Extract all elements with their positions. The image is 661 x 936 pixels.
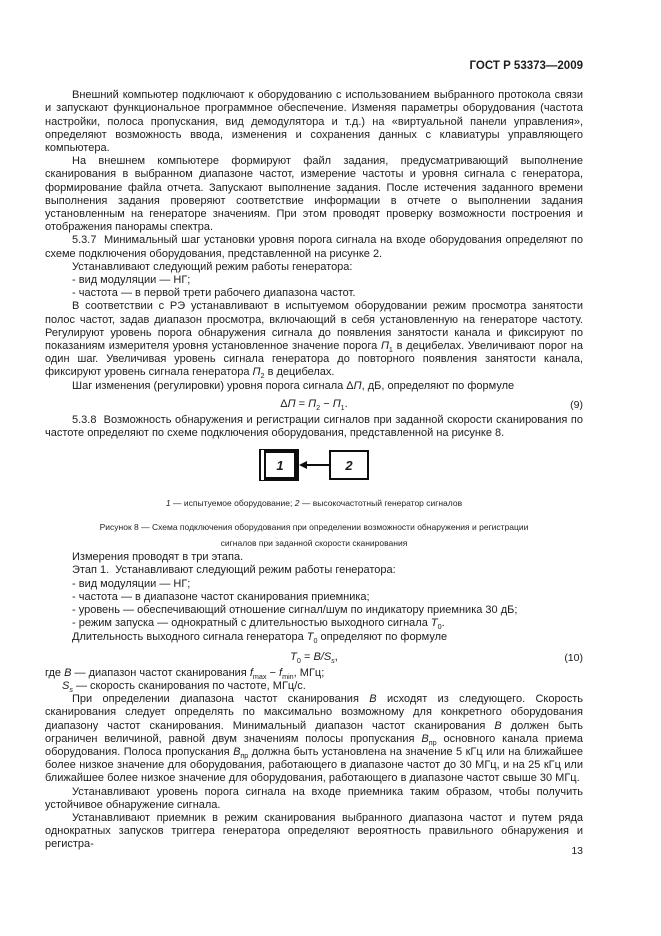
arrow-left-icon [299, 461, 307, 469]
text-run: — испытуемое оборудование; [170, 498, 295, 509]
legend-key: 2 [294, 498, 300, 509]
box1-label-area [266, 453, 294, 477]
operator: − [320, 397, 333, 410]
variable: П [287, 397, 296, 410]
variable: B [369, 693, 377, 706]
punctuation: . [344, 397, 348, 410]
para-duration-intro [45, 631, 583, 644]
text-run: Длительность выходного сигнала генератора [72, 630, 307, 643]
text-run: — диапазон частот сканирования [71, 666, 250, 679]
variable: f [279, 666, 283, 679]
para-step-change [45, 380, 583, 393]
figure-title-line2: сигналов при заданной скорости сканирования [220, 537, 408, 548]
subscript: 0 [296, 655, 301, 665]
subscript: 1 [340, 403, 345, 413]
para-three-stages: Измерения проводят в три этапа. [72, 551, 244, 564]
legend-key: 1 [165, 498, 171, 509]
text-run: определяют по формуле [317, 630, 448, 643]
variable: T [290, 650, 297, 663]
list-item-modulation: - вид модуляции — НГ; [72, 274, 191, 287]
figure-8-title [45, 520, 583, 551]
subscript: s [331, 655, 335, 665]
list-item-level: - уровень — обеспечивающий отношение сигнал/шум по индикатору приемника 30 дБ; [72, 604, 518, 617]
text-run: где [45, 666, 65, 679]
subscript: 2 [260, 371, 265, 381]
para-task-file: На внешнем компьютере формируют файл задания, предусматривающий выполнение сканирования в выбранном диапазоне частот, измерение частоты и уровня сигнала с генератора, формирование файла отчета. Запускают выполнение задания. После истечения заданного времени выполнения задания проверяют соответствие информации в отчете о выполнении задания установленным на генераторе значениям. При этом проводят проверку возможности построения и отображения панорамы спектра. [45, 155, 583, 234]
variable: T [306, 630, 314, 643]
para-stage-1: Этап 1. Устанавливают следующий режим работы генератора: [72, 564, 396, 577]
subscript: 2 [316, 403, 321, 413]
text-run: , дБ, определяют по формуле [361, 379, 515, 392]
text-run: в децибелах. [264, 366, 335, 379]
operator: − [266, 666, 280, 679]
operator: = [300, 650, 314, 663]
subscript: 0 [313, 635, 318, 645]
para-scan-range [45, 693, 583, 785]
formula-9 [45, 397, 583, 411]
variable: B/S [313, 650, 332, 663]
box-highlight [261, 450, 264, 480]
box2-label: 2 [345, 457, 353, 473]
variable: П [380, 340, 389, 353]
para-generator-mode-intro: Устанавливают следующий режим работы генератора: [72, 260, 353, 273]
subscript: s [69, 685, 73, 695]
formula-10-expression [290, 651, 338, 663]
figure-title-line1: Рисунок 8 — Схема подключения оборудования при определении возможности обнаружения и регистрации [99, 522, 529, 533]
subscript: max [252, 671, 267, 681]
text-run: — скорость сканирования по частоте, МГц/с. [72, 679, 306, 692]
variable: П [332, 397, 341, 410]
variable: f [249, 666, 253, 679]
subscript: пр [240, 751, 249, 761]
page-number: 13 [571, 845, 583, 857]
signal-generator-box [329, 450, 369, 480]
para-external-computer: Внешний компьютер подключают к оборудованию с использованием выбранного протокола связи и запускают функциональное программное обеспечение. Изменяя параметры оборудования (частота настройки, полоса пропускания, вид демодулятора и т.д.) на «виртуальной панели управления», определяют возможность ввода, изменения и сохранения данных с клавиатуры управляющего компьютера. [45, 89, 583, 155]
list-item-frequency: - частота — в первой трети рабочего диапазона частот. [72, 287, 356, 300]
text-run: - режим запуска — однократный с длительностью выходного сигнала [72, 617, 431, 630]
list-item-frequency-2: - частота — в диапазоне частот сканирования приемника; [72, 590, 370, 603]
variable: B [494, 719, 502, 732]
text-run: , МГц; [293, 666, 325, 679]
variable: П [252, 366, 261, 379]
subscript: 0 [437, 622, 442, 632]
text-run: При определении диапазона частот сканирования [72, 693, 370, 706]
text-run: должен быть ограничен величиной, равной двум значениям полосы пропускания [45, 719, 583, 745]
figure-8-diagram [45, 448, 583, 482]
variable: B [64, 666, 72, 679]
formula-10 [45, 650, 583, 664]
variable: B [233, 745, 241, 758]
text-run: должна быть установлена на значение 5 кГц или на ближайшее более низкое значение для оборудования, работающего в диапазоне частот до 30 МГц, и на 25 кГц или ближайшее более низкое значение для оборудования, работающего в диапазоне частот свыше 30 МГц. [45, 745, 583, 785]
subscript: пр [428, 737, 437, 747]
text-run: основного канала приема оборудования. Полоса пропускания [45, 732, 583, 758]
para-where-s [45, 680, 583, 693]
text-run: . [441, 617, 445, 630]
subscript: min [282, 671, 294, 681]
variable: T [430, 617, 438, 630]
list-item-trigger-mode [45, 617, 583, 630]
punctuation: , [334, 650, 338, 663]
formula-9-expression [280, 397, 348, 413]
figure-8-legend [45, 498, 583, 508]
box1-label: 1 [276, 457, 284, 473]
equipment-under-test-box [259, 449, 299, 481]
list-item-modulation-2: - вид модуляции — НГ; [72, 577, 191, 590]
para-threshold-procedure [45, 300, 583, 379]
variable: S [62, 679, 70, 692]
delta-symbol: Δ [280, 397, 288, 410]
para-clause-5-3-7: 5.3.7 Минимальный шаг установки уровня порога сигнала на входе оборудования определяют по схеме подключения оборудования, представленной на рисунке 2. [45, 234, 583, 260]
variable: B [421, 732, 429, 745]
text-run: исходят из следующего. Скорость сканирования следует определять по максимально возможному для конкретного оборудования диапазону частот сканирования. Минимальный диапазон частот сканирования [45, 693, 583, 732]
equation-number: (9) [570, 398, 583, 411]
delta-symbol: Δ [346, 379, 354, 392]
text-run: В соответствии с РЭ устанавливают в испытуемом оборудовании режим просмотра занятости полос частот, задав диапазон просмотра, включающий в себя установленную на генераторе частоту. Регулируют уровень порога обнаружения сигнала до появления занятости канала и фиксируют по показаниям измерителя уровня установленное значение порога [45, 300, 583, 353]
connector-line [307, 464, 329, 466]
para-where-b [45, 667, 583, 680]
text-run: — высокочастотный генератор сигналов [299, 498, 463, 509]
doc-code-header: ГОСТ Р 53373—2009 [469, 60, 583, 72]
subscript: 1 [388, 345, 393, 355]
variable: П [308, 397, 317, 410]
operator: = [295, 397, 309, 410]
equation-number: (10) [564, 651, 583, 664]
para-receiver-scan: Устанавливают приемник в режим сканирования выбранного диапазона частот и путем ряда однократных запусков триггера генератора определяют вероятность правильного обнаружения и регистра- [45, 811, 583, 851]
para-receiver-threshold: Устанавливают уровень порога сигнала на входе приемника таким образом, чтобы получить устойчивое обнаружение сигнала. [45, 785, 583, 811]
text-run: в децибелах. Увеличивают порог на один шаг. Увеличивая уровень сигнала генератора до повторного появления занятости канала, фиксируют уровень сигнала генератора [45, 340, 583, 379]
para-clause-5-3-8: 5.3.8 Возможность обнаружения и регистрации сигналов при заданной скорости сканирования по частоте определяют по схеме подключения оборудования, представленной на рисунке 8. [45, 413, 583, 440]
text-run: Шаг изменения (регулировки) уровня порога сигнала [72, 379, 347, 392]
variable: П [353, 379, 362, 392]
text-column [45, 60, 583, 852]
